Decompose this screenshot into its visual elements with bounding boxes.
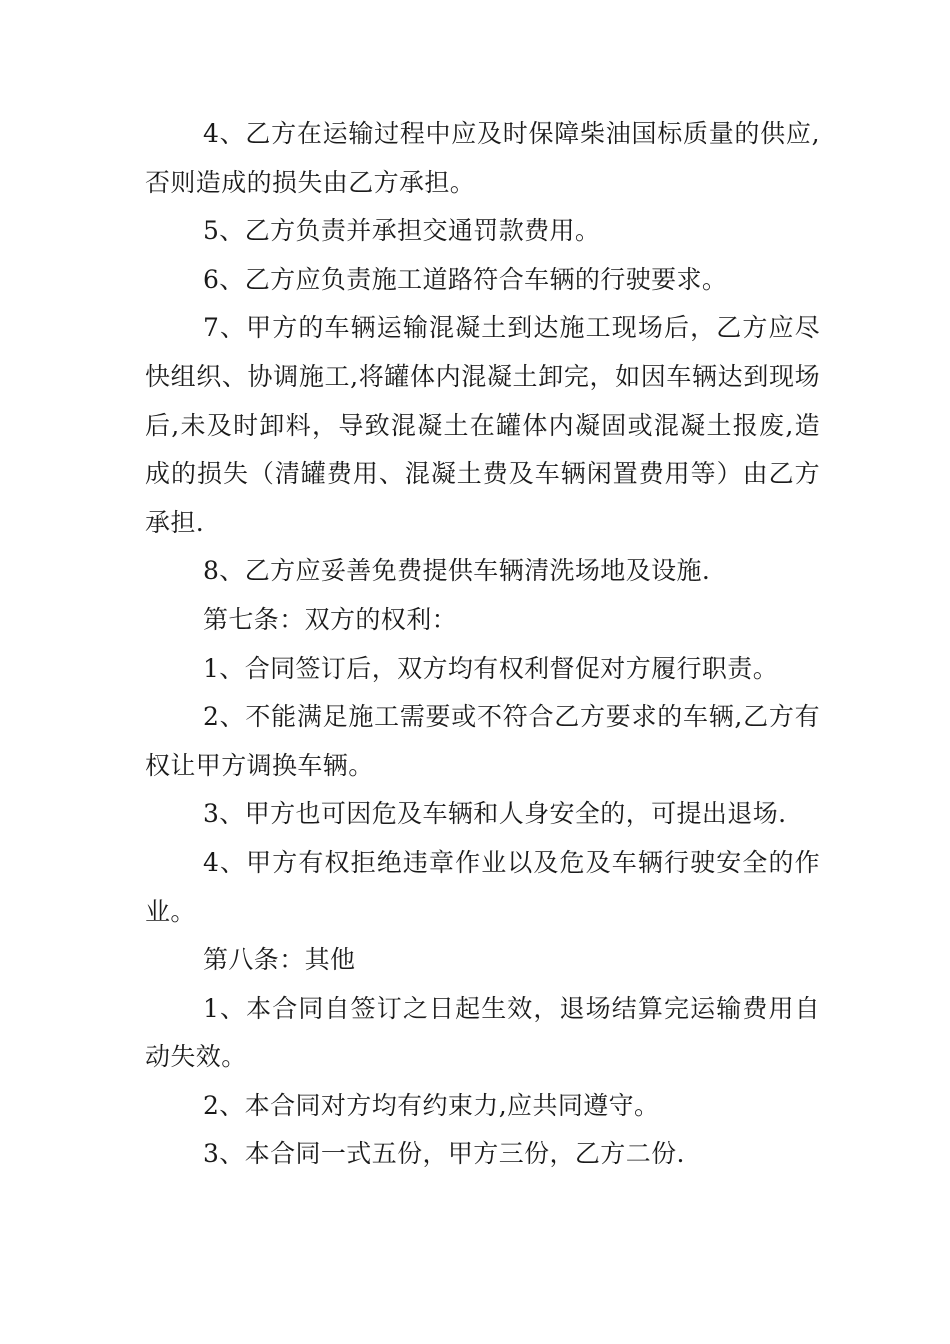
clause-7-item-2: 2、不能满足施工需要或不符合乙方要求的车辆,乙方有权让甲方调换车辆。 <box>145 702 820 780</box>
clause-8-item-3: 3、本合同一式五份，甲方三份，乙方二份. <box>203 1139 685 1169</box>
clause-6-item-4: 4、乙方在运输过程中应及时保障柴油国标质量的供应,否则造成的损失由乙方承担。 <box>145 119 820 197</box>
clause-6-item-7: 7、甲方的车辆运输混凝土到达施工现场后，乙方应尽快组织、协调施工,将罐体内混凝土卸完，如因车辆达到现场后,未及时卸料，导致混凝土在罐体内凝固或混凝土报废,造成的损失（清罐费用、混凝土费及车辆闲置费用等）由乙方承担. <box>145 313 820 537</box>
article-7-heading: 第七条：双方的权利： <box>203 604 458 634</box>
clause-6-item-8: 8、乙方应妥善免费提供车辆清洗场地及设施. <box>203 556 711 586</box>
document-body <box>145 110 820 1179</box>
clause-6-item-5: 5、乙方负责并承担交通罚款费用。 <box>203 216 601 246</box>
clause-6-item-6: 6、乙方应负责施工道路符合车辆的行驶要求。 <box>203 264 728 294</box>
clause-7-item-3: 3、甲方也可因危及车辆和人身安全的，可提出退场. <box>203 799 787 829</box>
article-8-heading: 第八条：其他 <box>203 945 356 975</box>
clause-7-item-1: 1、合同签订后，双方均有权利督促对方履行职责。 <box>203 653 779 683</box>
clause-7-item-4: 4、甲方有权拒绝违章作业以及危及车辆行驶安全的作业。 <box>145 847 820 926</box>
clause-8-item-2: 2、本合同对方均有约束力,应共同遵守。 <box>203 1090 660 1120</box>
clause-8-item-1: 1、本合同自签订之日起生效，退场结算完运输费用自动失效。 <box>145 993 820 1072</box>
